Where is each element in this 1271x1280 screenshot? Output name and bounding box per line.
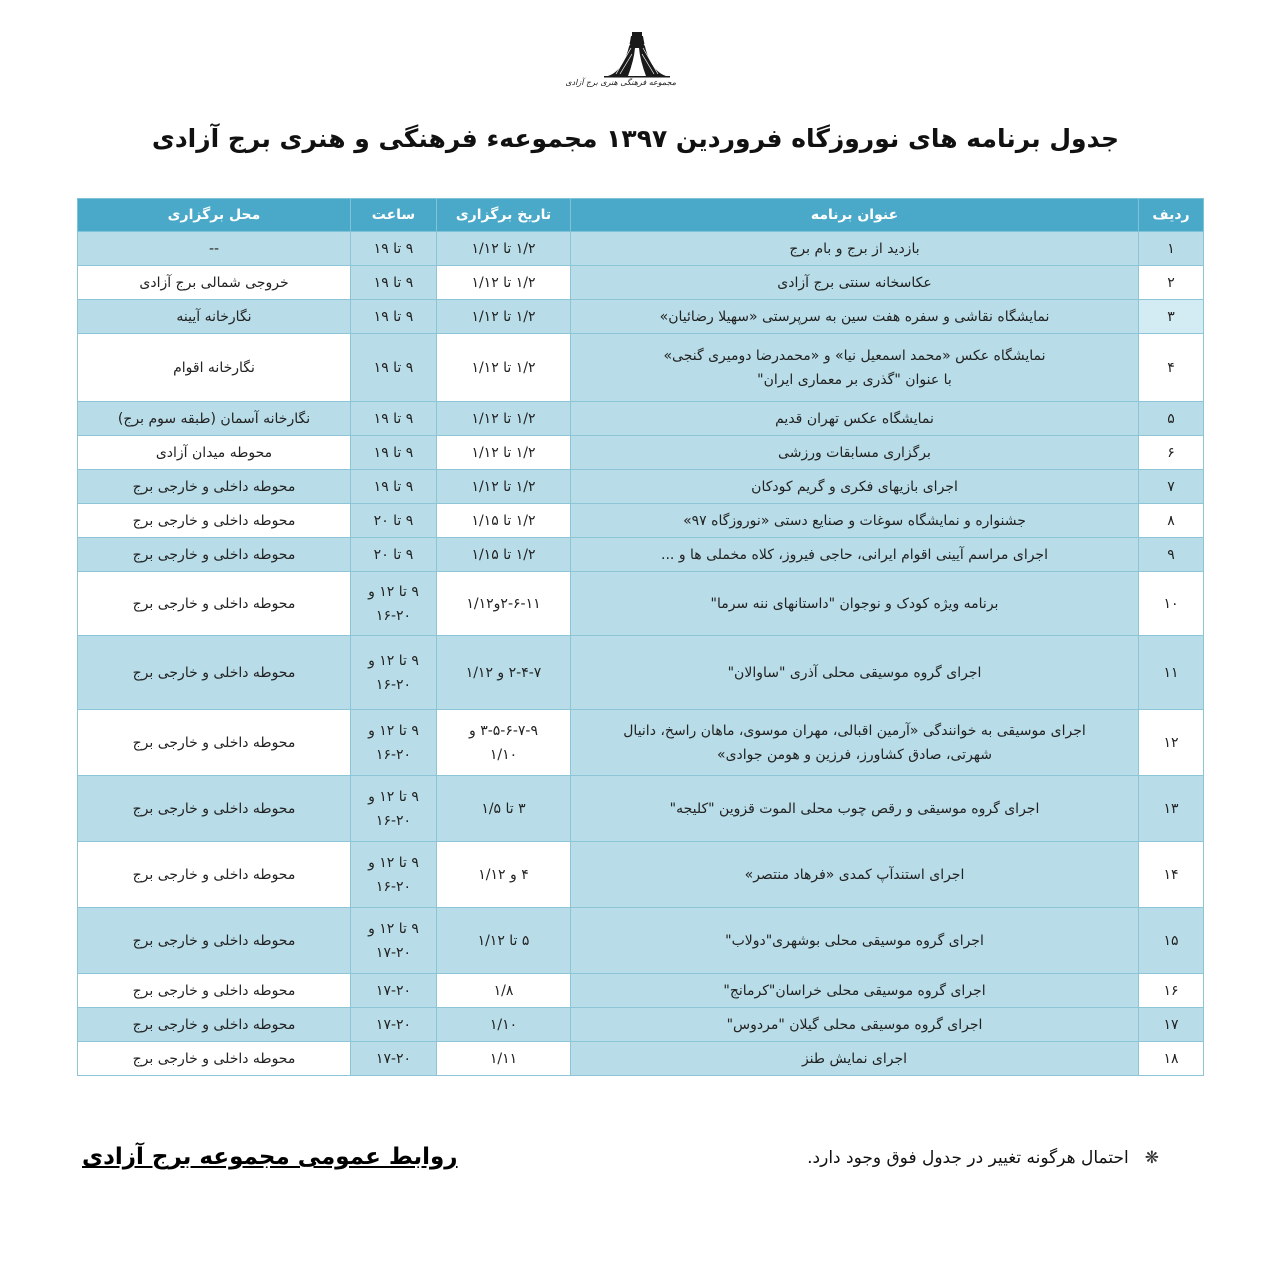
cell-title xyxy=(571,710,1139,776)
cell-venue: محوطه داخلی و خارجی برج xyxy=(78,470,351,504)
cell-date xyxy=(437,470,571,504)
cell-venue: محوطه داخلی و خارجی برج xyxy=(78,908,351,974)
cell-title xyxy=(571,470,1139,504)
cell-venue: محوطه میدان آزادی xyxy=(78,436,351,470)
cell-time-line: ۹ تا ۱۹ xyxy=(373,478,414,495)
cell-date-line: ۱/۲ تا ۱/۱۲ xyxy=(471,359,536,376)
footer-note-text: احتمال هرگونه تغییر در جدول فوق وجود دارد. xyxy=(807,1148,1129,1168)
cell-title xyxy=(571,504,1139,538)
cell-title-line: اجرای گروه موسیقی محلی خراسان"کرمانج" xyxy=(723,982,986,999)
cell-venue: محوطه داخلی و خارجی برج xyxy=(78,710,351,776)
cell-time-line: ۱۶-۲۰ xyxy=(375,878,412,895)
cell-title-line: اجرای بازیهای فکری و گریم کودکان xyxy=(751,478,958,495)
cell-title-line: اجرای گروه موسیقی محلی بوشهری"دولاب" xyxy=(725,932,984,949)
cell-time-line: ۹ تا ۱۲ و xyxy=(368,583,419,600)
cell-title-line: اجرای نمایش طنز xyxy=(801,1050,908,1067)
cell-time xyxy=(351,232,437,266)
cell-venue: محوطه داخلی و خارجی برج xyxy=(78,1042,351,1076)
cell-date-line: ۱/۲ تا ۱/۱۲ xyxy=(471,308,536,325)
table-row xyxy=(78,572,1204,636)
cell-time xyxy=(351,636,437,710)
table-row xyxy=(78,776,1204,842)
table-row xyxy=(78,504,1204,538)
cell-title-line: اجرای گروه موسیقی محلی گیلان "مردوس" xyxy=(726,1016,983,1033)
cell-venue: محوطه داخلی و خارجی برج xyxy=(78,842,351,908)
cell-num: ۱۷ xyxy=(1139,1008,1204,1042)
footer-note xyxy=(807,1148,1159,1168)
cell-time-line: ۱۷-۲۰ xyxy=(375,1016,412,1033)
cell-date xyxy=(437,334,571,402)
cell-title-line: اجرای گروه موسیقی محلی آذری "ساوالان" xyxy=(727,664,982,681)
cell-date-line: ۱/۲ تا ۱/۱۲ xyxy=(471,274,536,291)
cell-num: ۱۲ xyxy=(1139,710,1204,776)
cell-date xyxy=(437,842,571,908)
header-venue: محل برگزاری xyxy=(78,199,351,232)
table-row xyxy=(78,710,1204,776)
cell-date-line: ۱/۲ تا ۱/۱۲ xyxy=(471,410,536,427)
cell-date xyxy=(437,232,571,266)
cell-date xyxy=(437,402,571,436)
cell-time-line: ۱۶-۲۰ xyxy=(375,812,412,829)
logo-caption: مجموعه فرهنگی هنری برج آزادی xyxy=(565,78,676,87)
cell-num: ۱۶ xyxy=(1139,974,1204,1008)
cell-date-line: ۱/۲ تا ۱/۱۲ xyxy=(471,444,536,461)
cell-venue: محوطه داخلی و خارجی برج xyxy=(78,1008,351,1042)
cell-venue: نگارخانه آسمان (طبقه سوم برج) xyxy=(78,402,351,436)
cell-num: ۹ xyxy=(1139,538,1204,572)
cell-time xyxy=(351,300,437,334)
cell-title xyxy=(571,232,1139,266)
cell-title xyxy=(571,842,1139,908)
cell-num: ۴ xyxy=(1139,334,1204,402)
cell-num: ۶ xyxy=(1139,436,1204,470)
table-row xyxy=(78,300,1204,334)
azadi-tower-icon xyxy=(598,30,676,78)
cell-venue: نگارخانه آیینه xyxy=(78,300,351,334)
cell-title xyxy=(571,1042,1139,1076)
cell-time-line: ۱۷-۲۰ xyxy=(375,944,412,961)
table-header-row xyxy=(78,199,1204,232)
cell-num: ۵ xyxy=(1139,402,1204,436)
cell-time-line: ۹ تا ۱۹ xyxy=(373,274,414,291)
cell-num: ۲ xyxy=(1139,266,1204,300)
cell-title xyxy=(571,1008,1139,1042)
cell-time-line: ۱۷-۲۰ xyxy=(375,982,412,999)
cell-time xyxy=(351,402,437,436)
cell-date-line: ۱/۸ xyxy=(493,982,514,999)
cell-title-line: عکاسخانه سنتی برج آزادی xyxy=(777,274,932,291)
cell-time xyxy=(351,470,437,504)
cell-title-line: اجرای استندآپ کمدی «فرهاد منتصر» xyxy=(744,866,965,883)
cell-title xyxy=(571,776,1139,842)
cell-time-line: ۹ تا ۱۹ xyxy=(373,308,414,325)
cell-time-line: ۱۶-۲۰ xyxy=(375,746,412,763)
cell-title-line: اجرای موسیقی به خوانندگی «آرمین اقبالی، مهران موسوی، ماهان راسخ، دانیال xyxy=(623,722,1086,739)
cell-date xyxy=(437,266,571,300)
cell-num: ۱ xyxy=(1139,232,1204,266)
cell-time xyxy=(351,776,437,842)
cell-time-line: ۹ تا ۱۲ و xyxy=(368,652,419,669)
cell-num: ۷ xyxy=(1139,470,1204,504)
footer-signature: روابط عمومی مجموعه برج آزادی xyxy=(82,1144,458,1170)
cell-date-line: ۳ تا ۱/۵ xyxy=(481,800,526,817)
cell-title-line: برنامه ویژه کودک و نوجوان "داستانهای ننه سرما" xyxy=(710,595,999,612)
cell-venue: محوطه داخلی و خارجی برج xyxy=(78,974,351,1008)
cell-date-line: ۴ و ۱/۱۲ xyxy=(478,866,529,883)
cell-venue: محوطه داخلی و خارجی برج xyxy=(78,504,351,538)
table-row xyxy=(78,636,1204,710)
cell-venue: محوطه داخلی و خارجی برج xyxy=(78,572,351,636)
cell-date-line: ۱/۲ تا ۱/۱۲ xyxy=(471,478,536,495)
cell-time xyxy=(351,572,437,636)
cell-venue: محوطه داخلی و خارجی برج xyxy=(78,538,351,572)
table-row xyxy=(78,908,1204,974)
table-row xyxy=(78,1008,1204,1042)
cell-date-line: ۱/۱۰ xyxy=(489,746,518,763)
cell-time-line: ۹ تا ۱۲ و xyxy=(368,920,419,937)
cell-time-line: ۹ تا ۱۲ و xyxy=(368,722,419,739)
header-time: ساعت xyxy=(351,199,437,232)
cell-date xyxy=(437,776,571,842)
cell-title-line: نمایشگاه عکس تهران قدیم xyxy=(775,410,934,427)
cell-num: ۱۵ xyxy=(1139,908,1204,974)
cell-title-line: اجرای گروه موسیقی و رقص چوب محلی الموت قزوین "کلیجه" xyxy=(669,800,1040,817)
table-row xyxy=(78,232,1204,266)
table-row xyxy=(78,1042,1204,1076)
cell-title xyxy=(571,300,1139,334)
cell-time xyxy=(351,436,437,470)
cell-title-line: نمایشگاه نقاشی و سفره هفت سین به سرپرستی «سهیلا رضائیان» xyxy=(659,308,1050,325)
cell-title xyxy=(571,572,1139,636)
table-row xyxy=(78,842,1204,908)
cell-num: ۱۳ xyxy=(1139,776,1204,842)
cell-title-line: جشنواره و نمایشگاه سوغات و صنایع دستی «نوروزگاه ۹۷» xyxy=(683,512,1026,529)
cell-time xyxy=(351,842,437,908)
table-row xyxy=(78,470,1204,504)
cell-date-line: ۱/۲ تا ۱/۱۵ xyxy=(471,546,536,563)
cell-venue: نگارخانه اقوام xyxy=(78,334,351,402)
cell-time-line: ۹ تا ۱۹ xyxy=(373,240,414,257)
cell-num: ۱۱ xyxy=(1139,636,1204,710)
cell-date xyxy=(437,974,571,1008)
cell-title xyxy=(571,636,1139,710)
cell-time-line: ۹ تا ۱۹ xyxy=(373,359,414,376)
cell-date-line: ۵ تا ۱/۱۲ xyxy=(477,932,530,949)
cell-title-line: با عنوان "گذری بر معماری ایران" xyxy=(757,371,952,388)
cell-date-line: ۲-۴-۷ و ۱/۱۲ xyxy=(465,664,542,681)
cell-date-line: ۱/۲ تا ۱/۱۲ xyxy=(471,240,536,257)
cell-title xyxy=(571,436,1139,470)
cell-title-line: اجرای مراسم آیینی اقوام ایرانی، حاجی فیروز، کلاه مخملی ها و ... xyxy=(661,546,1048,563)
header-num: ردیف xyxy=(1139,199,1204,232)
cell-num: ۳ xyxy=(1139,300,1204,334)
cell-time xyxy=(351,974,437,1008)
cell-num: ۱۰ xyxy=(1139,572,1204,636)
cell-date xyxy=(437,710,571,776)
header-date: تاریخ برگزاری xyxy=(437,199,571,232)
cell-num: ۱۴ xyxy=(1139,842,1204,908)
cell-title xyxy=(571,266,1139,300)
cell-time-line: ۹ تا ۱۹ xyxy=(373,410,414,427)
cell-date xyxy=(437,538,571,572)
logo xyxy=(565,30,676,96)
cell-time-line: ۱۶-۲۰ xyxy=(375,676,412,693)
cell-title xyxy=(571,908,1139,974)
cell-date-line: ۲-۶-۱۱و۱/۱۲ xyxy=(466,595,541,612)
cell-time-line: ۹ تا ۱۹ xyxy=(373,444,414,461)
cell-date-line: ۱/۱۰ xyxy=(489,1016,518,1033)
cell-date xyxy=(437,1042,571,1076)
cell-time xyxy=(351,1042,437,1076)
cell-date xyxy=(437,908,571,974)
cell-time-line: ۹ تا ۲۰ xyxy=(373,546,414,563)
cell-venue: محوطه داخلی و خارجی برج xyxy=(78,776,351,842)
cell-date xyxy=(437,1008,571,1042)
page-title: جدول برنامه های نوروزگاه فروردین ۱۳۹۷ مجموعهء فرهنگی و هنری برج آزادی xyxy=(151,124,1120,153)
schedule-table xyxy=(77,198,1204,1076)
cell-time-line: ۱۶-۲۰ xyxy=(375,607,412,624)
cell-time-line: ۹ تا ۲۰ xyxy=(373,512,414,529)
table-row xyxy=(78,436,1204,470)
cell-title xyxy=(571,974,1139,1008)
cell-date xyxy=(437,300,571,334)
cell-time-line: ۹ تا ۱۲ و xyxy=(368,854,419,871)
cell-title-line: بازدید از برج و بام برج xyxy=(789,240,920,257)
cell-time xyxy=(351,908,437,974)
cell-title-line: برگزاری مسابقات ورزشی xyxy=(778,444,931,461)
cell-time xyxy=(351,266,437,300)
cell-time-line: ۱۷-۲۰ xyxy=(375,1050,412,1067)
table-row xyxy=(78,266,1204,300)
cell-date xyxy=(437,636,571,710)
cell-date xyxy=(437,436,571,470)
table-row xyxy=(78,334,1204,402)
table-row xyxy=(78,402,1204,436)
table-row xyxy=(78,538,1204,572)
cell-date xyxy=(437,572,571,636)
cell-venue: محوطه داخلی و خارجی برج xyxy=(78,636,351,710)
cell-date-line: ۱/۱۱ xyxy=(489,1050,518,1067)
cell-num: ۸ xyxy=(1139,504,1204,538)
cell-title-line: نمایشگاه عکس «محمد اسمعیل نیا» و «محمدرضا دومیری گنجی» xyxy=(663,347,1046,364)
cell-title xyxy=(571,402,1139,436)
cell-date xyxy=(437,504,571,538)
cell-time xyxy=(351,710,437,776)
table-row xyxy=(78,974,1204,1008)
cell-date-line: ۱/۲ تا ۱/۱۵ xyxy=(471,512,536,529)
asterisk-icon: ❋ xyxy=(1144,1148,1159,1168)
header-title: عنوان برنامه xyxy=(571,199,1139,232)
cell-time xyxy=(351,334,437,402)
cell-time xyxy=(351,504,437,538)
cell-num: ۱۸ xyxy=(1139,1042,1204,1076)
cell-title xyxy=(571,538,1139,572)
cell-title xyxy=(571,334,1139,402)
cell-time-line: ۹ تا ۱۲ و xyxy=(368,788,419,805)
cell-time xyxy=(351,1008,437,1042)
cell-time xyxy=(351,538,437,572)
cell-venue: خروجی شمالی برج آزادی xyxy=(78,266,351,300)
cell-date-line: ۳-۵-۶-۷-۹ و xyxy=(468,722,539,739)
cell-title-line: شهرتی، صادق کشاورز، فرزین و هومن جوادی» xyxy=(717,746,992,763)
cell-venue: -- xyxy=(78,232,351,266)
